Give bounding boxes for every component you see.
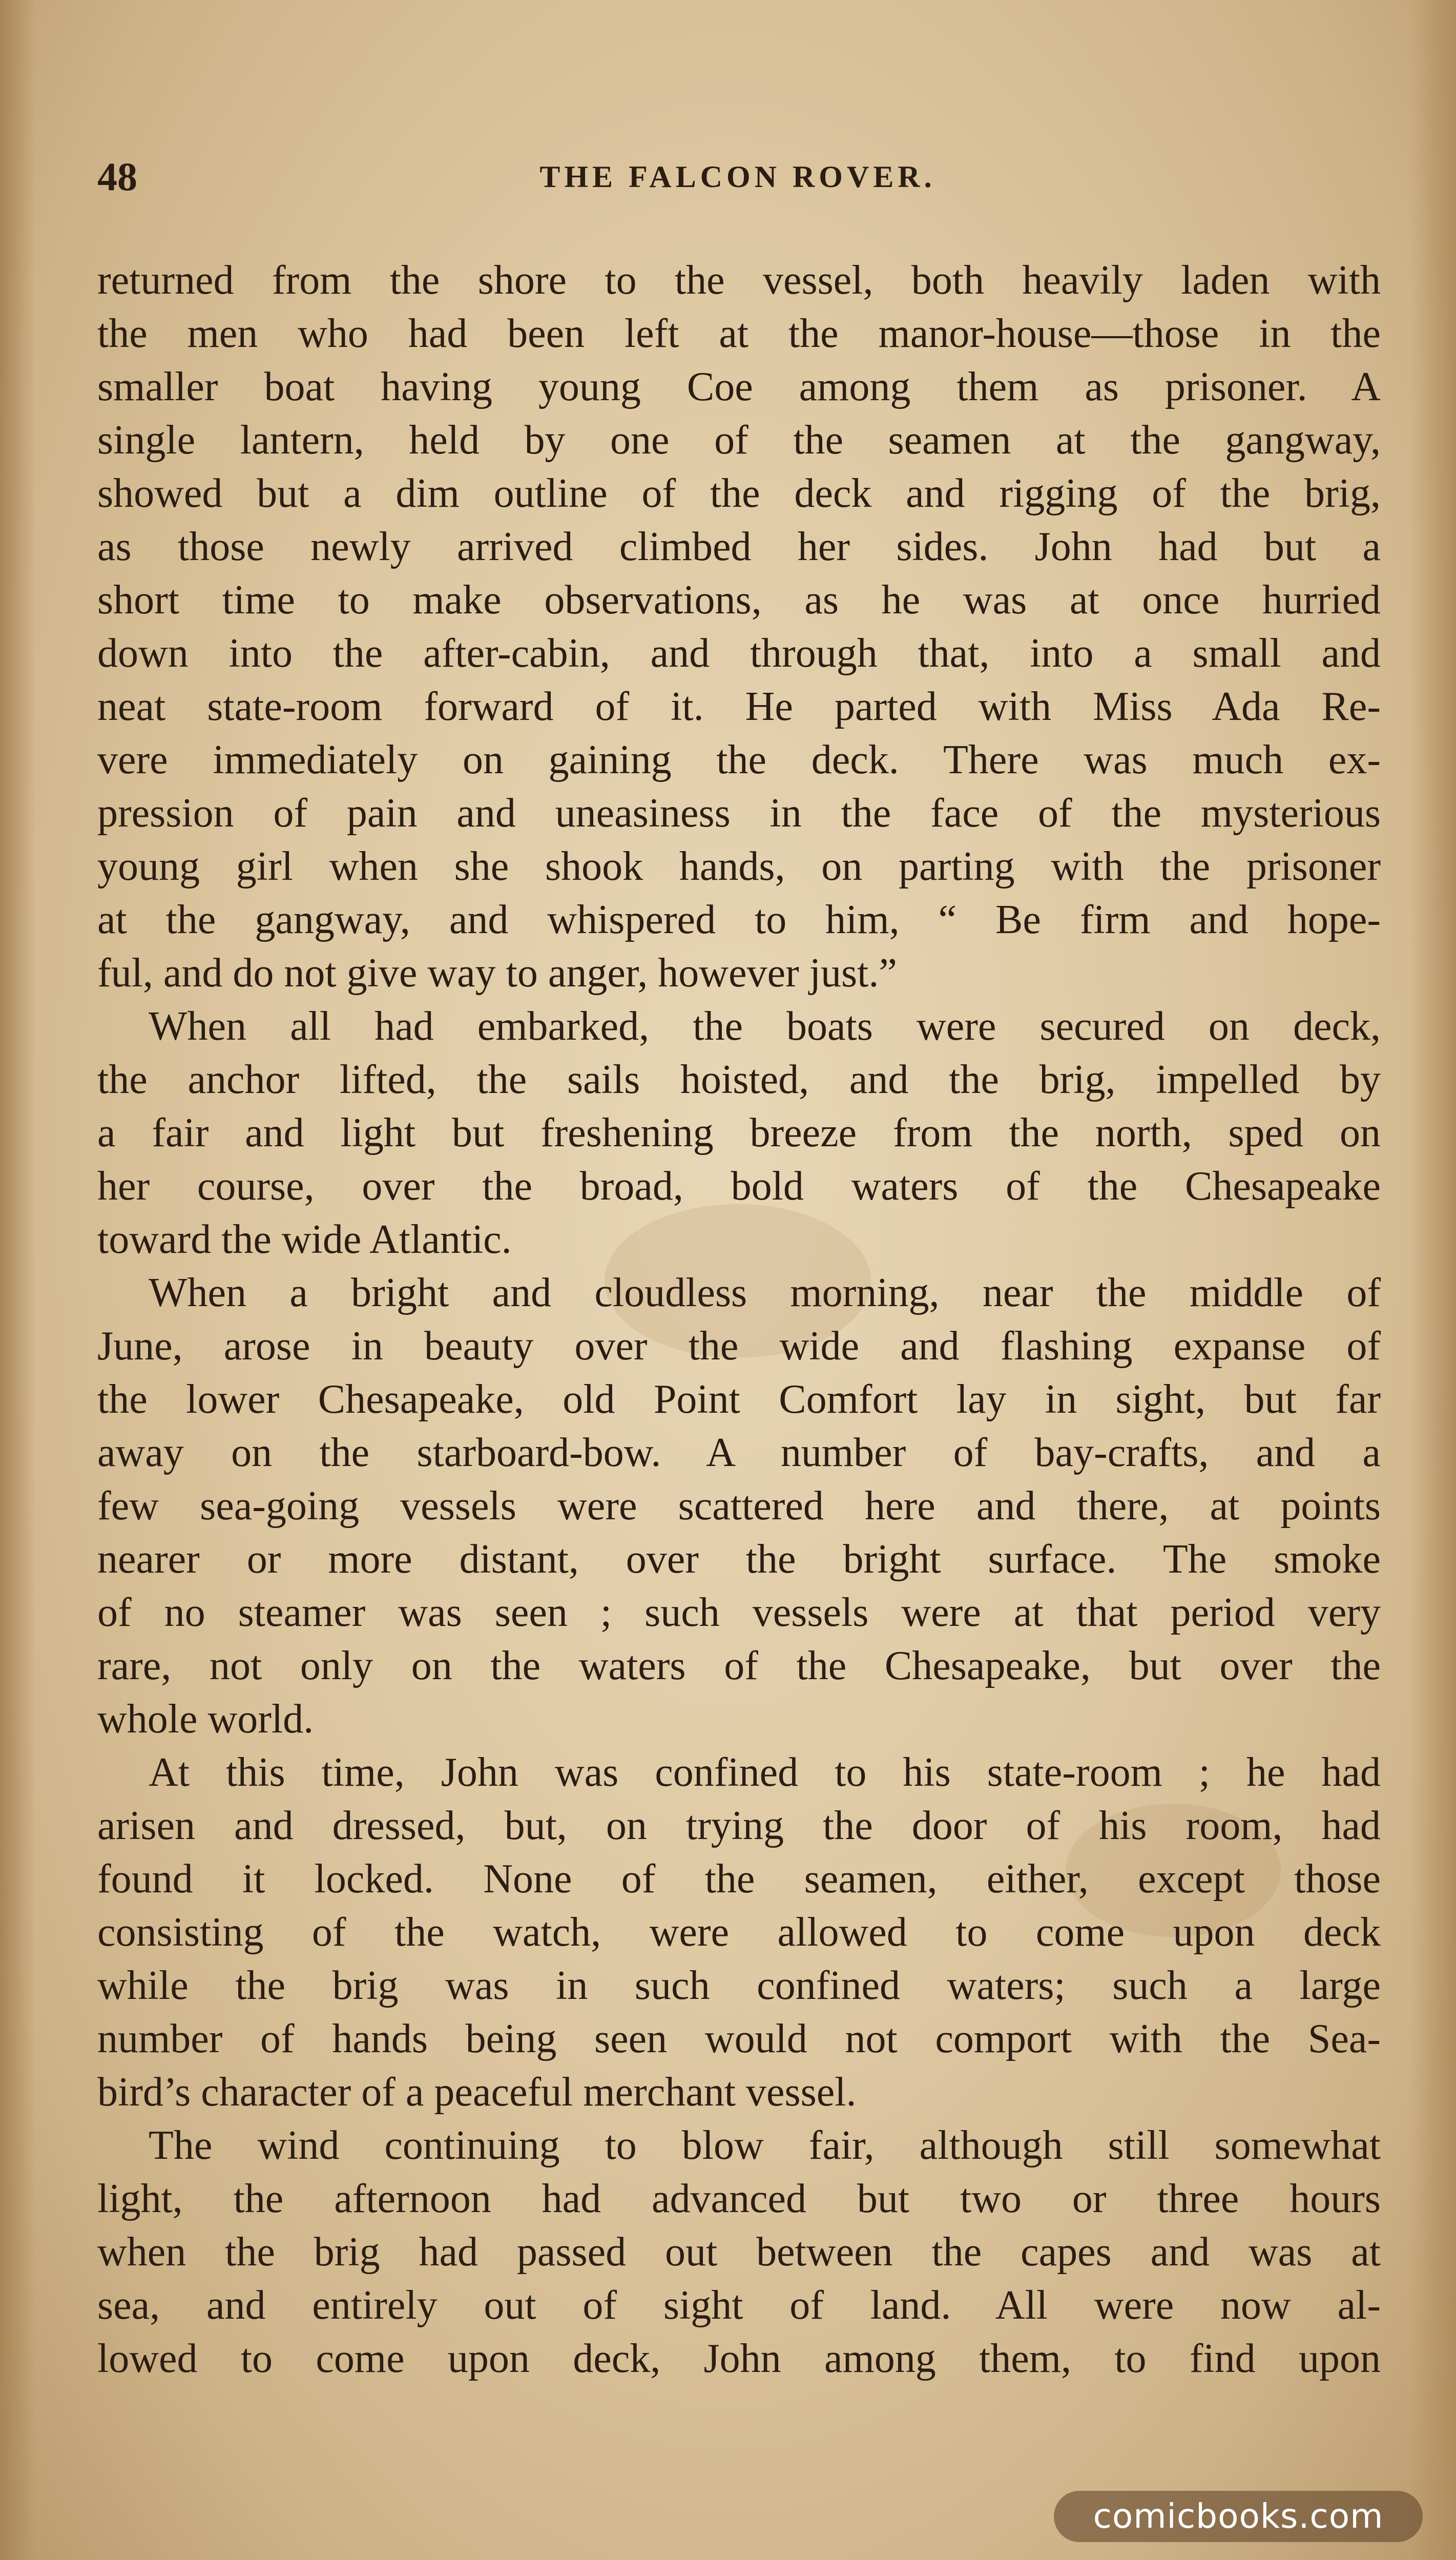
text-line: When a bright and cloudless morning, near the middle of [149,1270,1381,1315]
text-line: a fair and light but freshening breeze from the north, sped on [97,1110,1381,1155]
text-line: when the brig had passed out between the capes and was at [97,2229,1381,2275]
text-line: nearer or more distant, over the bright surface. The smoke [97,1537,1381,1582]
text-line: of no steamer was seen ; such vessels were at that period very [97,1590,1381,1635]
text-line: At this time, John was confined to his state-room ; he had [149,1750,1381,1795]
text-line: When all had embarked, the boats were secured on deck, [149,1004,1381,1049]
text-line: pression of pain and uneasiness in the face of the mysterious [97,791,1381,836]
text-line: toward the wide Atlantic. [97,1217,512,1262]
text-line: few sea-going vessels were scattered here and there, at points [97,1483,1381,1529]
text-line: bird’s character of a peaceful merchant vessel. [97,2070,857,2115]
text-line: as those newly arrived climbed her sides. John had but a [97,524,1381,569]
page-number: 48 [97,154,137,199]
text-line: while the brig was in such confined waters; such a large [97,1963,1381,2008]
text-line: the men who had been left at the manor-house—those in the [97,311,1381,356]
text-line: whole world. [97,1697,314,1742]
text-line: away on the starboard-bow. A number of bay-crafts, and a [97,1430,1381,1475]
text-line: rare, not only on the waters of the Chesapeake, but over the [97,1643,1381,1688]
text-line: lowed to come upon deck, John among them, to find upon [97,2336,1381,2381]
page-header [97,154,1378,200]
text-line: light, the afternoon had advanced but two or three hours [97,2176,1381,2221]
body-text [97,254,1381,2385]
text-line: at the gangway, and whispered to him, “ Be firm and hope- [97,897,1381,942]
text-line: short time to make observations, as he was at once hurried [97,577,1381,623]
text-line: single lantern, held by one of the seamen at the gangway, [97,418,1381,463]
text-line: June, arose in beauty over the wide and flashing expanse of [97,1324,1381,1369]
text-line: smaller boat having young Coe among them as prisoner. A [97,364,1381,409]
text-line: found it locked. None of the seamen, either, except those [97,1856,1381,1902]
text-line: young girl when she shook hands, on parting with the prisoner [97,844,1381,889]
text-line: the lower Chesapeake, old Point Comfort lay in sight, but far [97,1377,1381,1422]
text-line: neat state-room forward of it. He parted with Miss Ada Re- [97,684,1381,729]
text-line: number of hands being seen would not comport with the Sea- [97,2016,1381,2061]
page-edge-shadow-right [1410,0,1456,2560]
text-line: consisting of the watch, were allowed to come upon deck [97,1910,1381,1955]
text-line: sea, and entirely out of sight of land. All were now al- [97,2283,1381,2328]
watermark: comicbooks.com [1054,2491,1423,2542]
text-line: returned from the shore to the vessel, both heavily laden with [97,258,1381,303]
text-line: arisen and dressed, but, on trying the door of his room, had [97,1803,1381,1848]
text-line: the anchor lifted, the sails hoisted, and the brig, impelled by [97,1057,1381,1102]
text-line: ful, and do not give way to anger, however just.” [97,951,897,996]
running-head: THE FALCON ROVER. [539,160,936,194]
text-line: vere immediately on gaining the deck. There was much ex- [97,737,1381,782]
page-edge-shadow-left [0,0,36,2560]
text-line: her course, over the broad, bold waters of the Chesapeake [97,1164,1381,1209]
text-line: The wind continuing to blow fair, although still somewhat [149,2123,1381,2168]
text-line: showed but a dim outline of the deck and rigging of the brig, [97,471,1381,516]
text-line: down into the after-cabin, and through that, into a small and [97,631,1381,676]
